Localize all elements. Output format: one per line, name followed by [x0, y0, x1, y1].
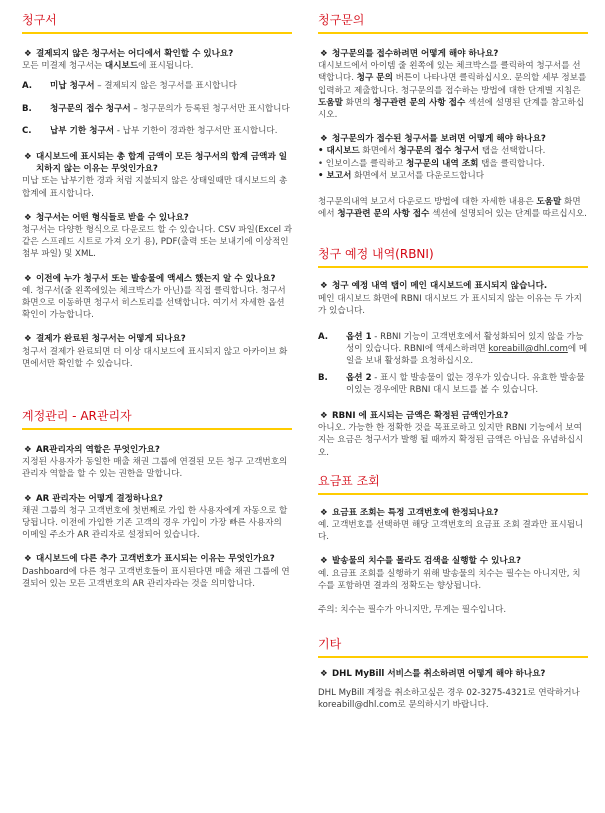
faq-question: ❖ 청구문의가 접수된 청구서를 보려면 어떻게 해야 하나요? — [320, 134, 546, 145]
section-billing-inquiry — [318, 12, 588, 220]
faq-question: ❖ 결제가 완료된 청구서는 어떻게 되나요? — [24, 334, 186, 345]
faq-question: ❖ AR 관리자는 어떻게 결정하나요? — [24, 493, 163, 504]
faq-answer: 아니오. 가능한 한 정확한 것을 목표로하고 있지만 RBNI 기능에서 보여지는 요금은 청구서가 발행 될 때까지 확정된 금액은 아님을 유념하십시오. — [318, 423, 584, 458]
list-item: B. 청구문의 접수 청구서 – 청구문의가 등록된 청구서만 표시합니다 — [22, 103, 290, 114]
faq-question: ❖ 발송물의 치수를 몰라도 검색을 실행할 수 있나요? — [320, 556, 521, 567]
section-title-rbni: 청구 예정 내역(RBNI) — [318, 246, 588, 268]
section-other — [318, 636, 588, 711]
list-item: C. 납부 기한 청구서 - 납부 기한이 경과한 청구서만 표시합니다. — [22, 125, 278, 136]
faq-question: ❖ RBNI 에 표시되는 금액은 확정된 금액인가요? — [320, 411, 509, 422]
section-title-account: 계정관리 - AR관리자 — [22, 408, 292, 430]
faq-answer: 미납 또는 납부기한 경과 처럼 지불되지 않은 상태일때만 대시보드의 총 합계에 표시합니다. — [22, 176, 288, 199]
diamond-bullet-icon: ❖ — [24, 334, 32, 345]
diamond-bullet-icon: ❖ — [320, 411, 328, 422]
faq-answer: 예. 요금표 조회를 실행하기 위해 발송물의 치수는 필수는 아니지만, 치수를 포함하면 결과의 정확도는 향상됩니다. — [318, 568, 581, 591]
list-item: B. 옵션 2 - 표시 할 발송물이 없는 경우가 있습니다. 유효한 발송물이있는 경우에만 RBNI 대시 보드를 볼 수 있습니다. — [318, 372, 585, 395]
faq-answer: 대시보드에서 아이템 줄 왼쪽에 있는 체크박스를 클릭하여 청구서를 선택합니다. 청구 문의 버튼이 나타나면 클릭하십시오. 문의할 세부 정보를 입력하고 제출합니다. 청구문의를 접수하는 방법에 대한 단계별 지침은 도움말 화면의 청구관련 문의 사항 접수 섹션에 설명된 단계를 참고하십시오. — [318, 61, 587, 121]
diamond-bullet-icon: ❖ — [320, 134, 328, 145]
faq-question: ❖ 이전에 누가 청구서 또는 발송물에 액세스 했는지 알 수 있나요? — [24, 273, 276, 284]
diamond-bullet-icon: ❖ — [24, 152, 32, 163]
faq-answer: 예. 고객번호를 선택하면 해당 고객번호의 요금표 조회 결과만 표시됩니다. — [318, 520, 584, 543]
section-account-ar-admin — [22, 408, 292, 590]
diamond-bullet-icon: ❖ — [24, 49, 32, 59]
diamond-bullet-icon: ❖ — [320, 49, 328, 59]
diamond-bullet-icon: ❖ — [320, 669, 328, 680]
faq-question: ❖ 대시보드에 표시되는 총 합계 금액이 모든 청구서의 합계 금액과 일치하지 않는 이유는 무엇인가요? — [24, 152, 288, 175]
section-title-other: 기타 — [318, 636, 588, 658]
faq-question: ❖ DHL MyBill 서비스를 취소하려면 어떻게 해야 하나요? — [320, 669, 546, 680]
list-item: • 보고서 화면에서 보고서를 다운로드합니다 — [318, 170, 485, 181]
faq-answer: 메인 대시보드 화면에 RBNI 대시보드 가 표시되지 않는 이유는 두 가지가 있습니다. — [318, 293, 582, 316]
list-item: A. 미납 청구서 – 결제되지 않은 청구서를 표시합니다 — [22, 81, 237, 92]
diamond-bullet-icon: ❖ — [320, 507, 328, 518]
diamond-bullet-icon: ❖ — [320, 281, 328, 292]
faq-answer: 채권 그룹의 청구 고객번호에 첫번째로 가입 한 사용자에게 자동으로 할당됩니다. 이전에 가입한 기존 고객의 경우 가입이 가장 빠른 사용자의 이메일 주소가 AR 관리자로 설정되어 있습니다. — [22, 505, 288, 541]
right-column — [318, 0, 588, 711]
list-item: A. 옵션 1 - RBNI 기능이 고객번호에서 활성화되어 있지 않을 가능성이 있습니다. RBNI에 액세스하려면 koreabill@dhl.com에 메일을 보내 활성화를 요청하십시오. — [318, 332, 588, 367]
faq-question: ❖ 요금표 조회는 특정 고객번호에 한정되나요? — [320, 507, 499, 518]
diamond-bullet-icon: ❖ — [320, 556, 328, 567]
section-rate-lookup — [318, 473, 588, 616]
faq-answer: 청구서 결제가 완료되면 더 이상 대시보드에 표시되지 않고 아카이브 화면에서만 확인할 수 있습니다. — [22, 346, 288, 369]
list-item: • 인보이스를 클릭하고 청구문의 내역 조회 탭을 클릭합니다. — [318, 158, 545, 169]
diamond-bullet-icon: ❖ — [24, 493, 32, 504]
email-link[interactable]: koreabill@dhl.com — [488, 344, 568, 355]
faq-answer: Dashboard에 다른 청구 고객번호들이 표시된다면 매출 채권 그룹에 연결되어 있는 모든 고객번호의 AR 관리자라는 것을 의미합니다. — [22, 566, 290, 589]
faq-answer: 예. 청구서(줄 왼쪽에있는 체크박스가 아닌)를 직접 클릭합니다. 청구서 화면으로 이동하면 청구서 히스토리를 선택합니다. 여기서 자세한 옵션 확인이 가능합니다. — [22, 285, 286, 321]
faq-question: ❖ 청구문의를 접수하려면 어떻게 해야 하나요? — [320, 49, 499, 59]
diamond-bullet-icon: ❖ — [24, 554, 32, 565]
invoice-type-list — [22, 80, 292, 137]
faq-answer: DHL MyBill 계정을 취소하고싶은 경우 02-3275-4321로 연락하거나 koreabill@dhl.com로 문의하시기 바랍니다. — [318, 687, 580, 710]
faq-question: ❖ 대시보드에 다른 추가 고객번호가 표시되는 이유는 무엇인가요? — [24, 554, 275, 565]
left-column — [22, 0, 292, 590]
faq-question: ❖ 청구 예정 내역 탭이 메인 대시보드에 표시되지 않습니다. — [320, 281, 548, 292]
note-text: 주의: 치수는 필수가 아니지만, 무게는 필수입니다. — [318, 605, 507, 616]
diamond-bullet-icon: ❖ — [24, 212, 32, 223]
section-title-invoices: 청구서 — [22, 12, 292, 34]
section-rbni — [318, 246, 588, 458]
section-invoices — [22, 12, 292, 370]
section-title-inquiry: 청구문의 — [318, 12, 588, 34]
faq-question: ❖ 결제되지 않은 청구서는 어디에서 확인할 수 있나요? — [24, 49, 234, 59]
faq-answer: 청구서는 다양한 형식으로 다운로드 할 수 있습니다. CSV 파일(Excel 과 같은 스프레드 시트로 가져 오기 용), PDF(출력 또는 보내기에 이상적인 첨부 파일) 및 XML. — [22, 225, 293, 260]
faq-answer: 지정된 사용자가 동일한 매출 채권 그룹에 연결된 모든 청구 고객번호의 관리자 역할을 할 수 있는 권한을 말합니다. — [22, 457, 288, 480]
list-item: • 대시보드 화면에서 청구문의 접수 청구서 탭을 선택합니다. — [318, 146, 546, 157]
section-title-rate: 요금표 조회 — [318, 473, 588, 495]
diamond-bullet-icon: ❖ — [24, 445, 32, 456]
diamond-bullet-icon: ❖ — [24, 273, 32, 284]
faq-question: ❖ 청구서는 어떤 형식들로 받을 수 있나요? — [24, 212, 189, 223]
faq-answer: 청구문의내역 보고서 다운로드 방법에 대한 자세한 내용은 도움말 화면에서 청구관련 문의 사항 접수 섹션에 설명되어 있는 단계를 따르십시오. — [318, 197, 587, 220]
faq-answer: 모든 미결제 청구서는 대시보드에 표시됩니다. — [22, 61, 194, 72]
faq-question: ❖ AR관리자의 역할은 무엇인가요? — [24, 445, 160, 456]
